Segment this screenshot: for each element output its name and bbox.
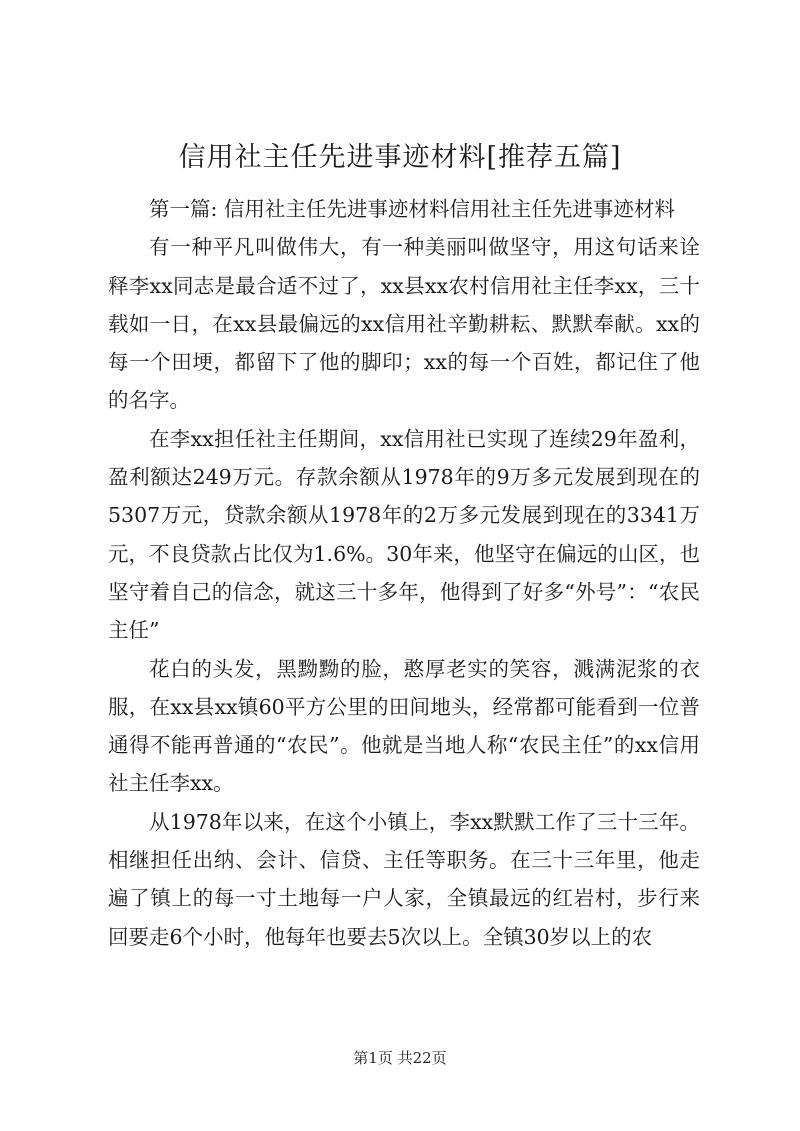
paragraph-heading: 第一篇: 信用社主任先进事迹材料信用社主任先进事迹材料 [149,197,675,221]
paragraph: 有一种平凡叫做伟大，有一种美丽叫做坚守，用这句话来诠释李xx同志是最合适不过了，xx县xx农村信用社主任李xx，三十载如一日，在xx县最偏远的xx信用社辛勤耕耘、默默奉献。xx的每一个田埂，都留下了他的脚印；xx的每一个百姓，都记住了他的名字。 [108,235,700,413]
document-title: 信用社主任先进事迹材料[推荐五篇] [178,142,622,173]
page-number: 第1页 共22页 [353,1049,447,1067]
paragraph: 从1978年以来，在这个小镇上，李xx默默工作了三十三年。相继担任出纳、会计、信贷、主任等职务。在三十三年里，他走遍了镇上的每一寸土地每一户人家，全镇最远的红岩村，步行来回要走6个小时，他每年也要去5次以上。全镇30岁以上的农 [108,809,700,949]
paragraph: 花白的头发，黑黝黝的脸，憨厚老实的笑容，溅满泥浆的衣服，在xx县xx镇60平方公里的田间地头，经常都可能看到一位普通得不能再普通的“农民”。他就是当地人称“农民主任”的xx信用社主任李xx。 [108,656,700,796]
paragraph: 在李xx担任社主任期间，xx信用社已实现了连续29年盈利，盈利额达249万元。存款余额从1978年的9万多元发展到现在的5307万元，贷款余额从1978年的2万多元发展到现在的3341万元，不良贷款占比仅为1.6%。30年来，他坚守在偏远的山区，也坚守着自己的信念，就这三十多年，他得到了好多“外号”：“农民主任” [108,426,700,643]
document-body [108,190,700,956]
